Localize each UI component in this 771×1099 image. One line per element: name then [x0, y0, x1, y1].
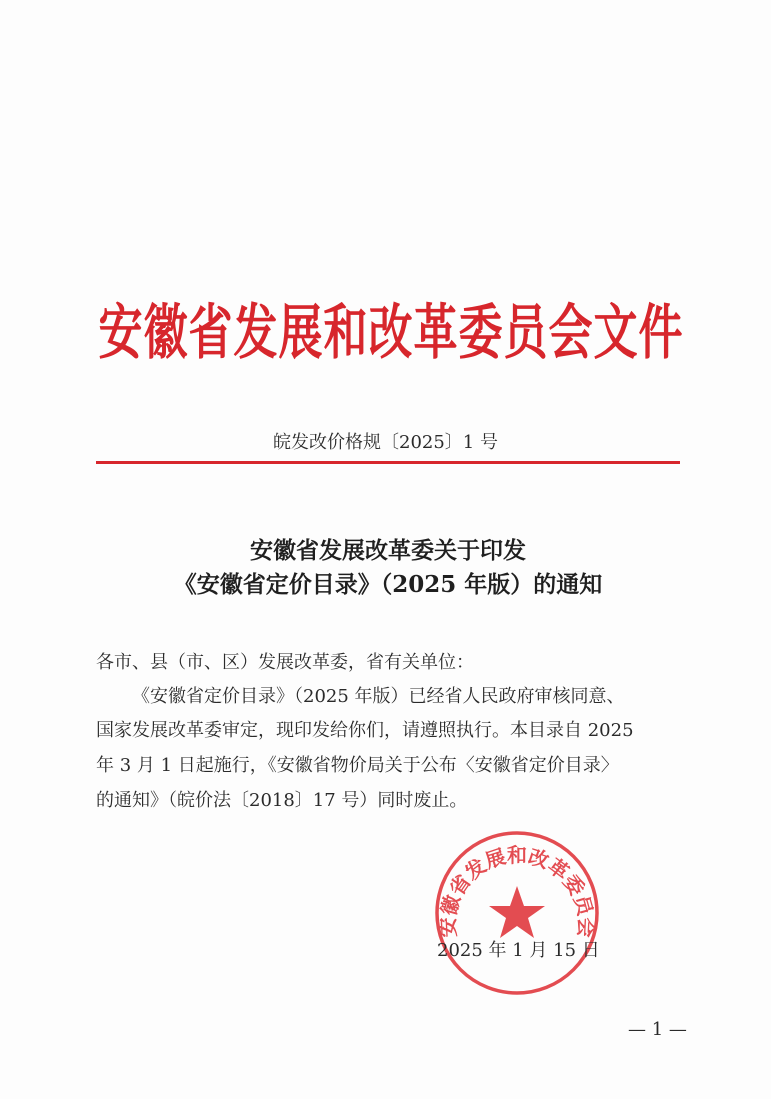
official-seal-icon [432, 828, 602, 998]
red-divider-line [96, 461, 680, 464]
seal-star-icon [489, 886, 545, 938]
body-line: 年 3 月 1 日起施行，《安徽省物价局关于公布〈安徽省定价目录〉 [96, 755, 619, 776]
page-number: — 1 — [628, 1019, 687, 1040]
issuing-authority-title: 安徽省发展和改革委员会文件 [98, 298, 684, 368]
seal-text: 安徽省发展和改革委员会 [435, 843, 599, 938]
body-line: 国家发展改革委审定，现印发给你们，请遵照执行。本目录自 2025 [96, 720, 634, 741]
notice-title-line-1: 安徽省发展改革委关于印发 [250, 537, 526, 564]
issue-date: 2025 年 1 月 15 日 [437, 940, 600, 961]
notice-title-line-2: 《安徽省定价目录》（2025 年版）的通知 [173, 571, 603, 598]
body-line: 的通知》（皖价法〔2018〕17 号）同时废止。 [96, 790, 468, 811]
salutation: 各市、县（市、区）发展改革委，省有关单位： [96, 652, 474, 673]
document-number: 皖发改价格规〔2025〕1 号 [273, 432, 498, 453]
body-line: 《安徽省定价目录》（2025 年版）已经省人民政府审核同意、 [132, 686, 625, 707]
